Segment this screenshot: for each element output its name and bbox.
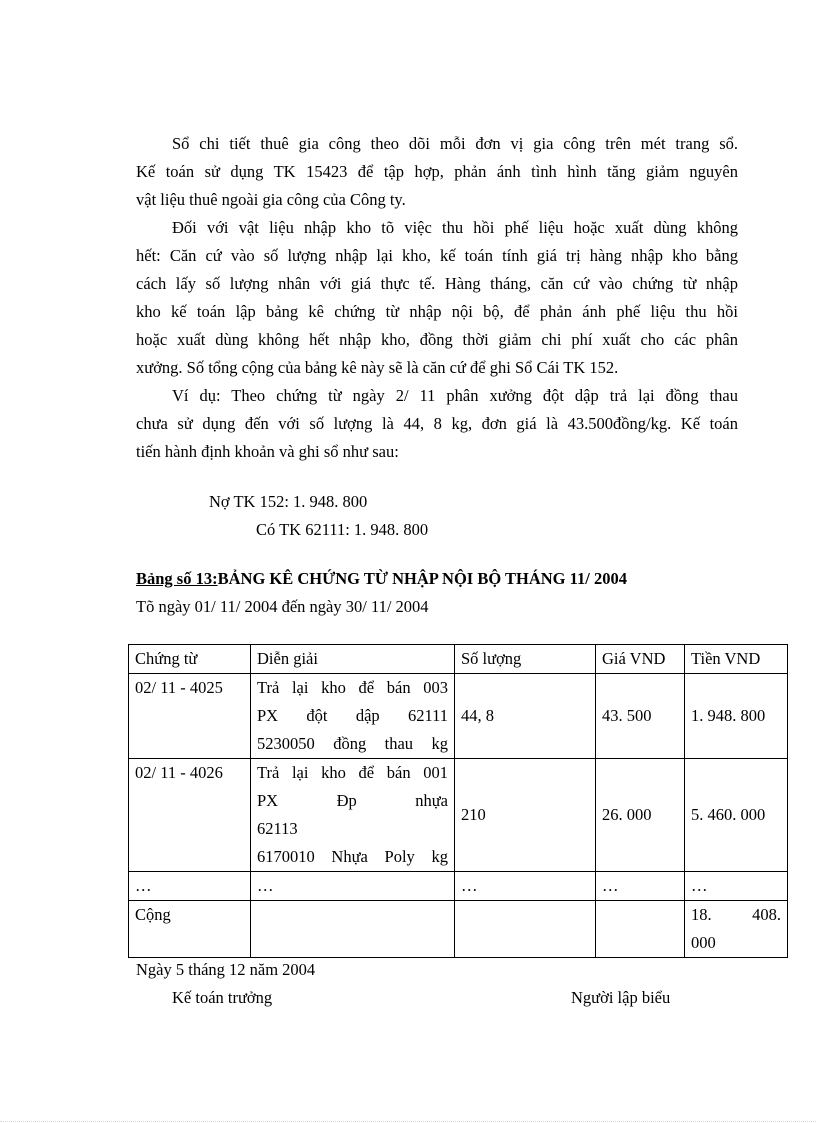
header-description: Diễn giải [251, 645, 455, 674]
journal-entry-credit: Có TK 62111: 1. 948. 800 [256, 520, 429, 539]
paragraph-line: hoặc xuất dùng không hết nhập kho, đồng thời giảm chi phí xuất cho các phân [136, 330, 738, 349]
table-number-label: Bảng số 13: [136, 569, 218, 588]
description-line: Trả lại kho để bán 003 [257, 678, 448, 697]
paragraph-line: xưởng. Số tổng cộng của bảng kê này sẽ là căn cứ để ghi Sổ Cái TK 152. [136, 358, 619, 377]
header-amount: Tiền VND [685, 645, 788, 674]
table-row-ellipsis [129, 872, 788, 901]
description-cell [251, 759, 455, 872]
paragraph-line: cách lấy số lượng nhân với giá thực tế. Hàng tháng, căn cứ vào chứng từ nhập [136, 274, 738, 293]
table-row [129, 674, 788, 759]
internal-receipt-table [128, 644, 788, 958]
voucher-cell: 02/ 11 - 4025 [129, 674, 251, 759]
total-amount-line: 18. 408. [691, 905, 781, 924]
table-title-text: BẢNG KÊ CHỨNG TỪ NHẬP NỘI BỘ THÁNG 11/ 2004 [217, 569, 627, 588]
empty-cell [251, 901, 455, 958]
date-range: Tõ ngày 01/ 11/ 2004 đến ngày 30/ 11/ 2004 [136, 597, 429, 616]
paragraph-example [136, 382, 738, 466]
ellipsis-cell: … [455, 872, 596, 901]
total-label: Cộng [129, 901, 251, 958]
paragraph-line: tiến hành định khoản và ghi sổ như sau: [136, 442, 399, 461]
table-header-row [129, 645, 788, 674]
paragraph-subcontract-ledger [136, 130, 738, 214]
empty-cell [596, 901, 685, 958]
description-line: 62113 [257, 819, 298, 838]
description-line: 6170010 Nhựa Poly kg [257, 847, 448, 866]
ellipsis-cell: … [251, 872, 455, 901]
paragraph-line: chưa sử dụng đến với số lượng là 44, 8 kg, đơn giá là 43.500đồng/kg. Kế toán [136, 414, 738, 433]
empty-cell [455, 901, 596, 958]
signature-date: Ngày 5 tháng 12 năm 2004 [136, 960, 316, 979]
paragraph-line: Ví dụ: Theo chứng từ ngày 2/ 11 phân xưởng đột dập trả lại đồng thau [172, 386, 738, 405]
page-bottom-rule [0, 1121, 816, 1122]
description-cell [251, 674, 455, 759]
ellipsis-cell: … [129, 872, 251, 901]
table-title [136, 565, 627, 593]
header-price: Giá VND [596, 645, 685, 674]
description-line: PX đột dập 62111 [257, 706, 448, 725]
quantity-cell: 210 [455, 759, 596, 872]
paragraph-line: vật liệu thuê ngoài gia công của Công ty. [136, 190, 406, 209]
preparer-signature: Người lập biểu [571, 988, 671, 1007]
price-cell: 43. 500 [596, 674, 685, 759]
amount-cell: 5. 460. 000 [685, 759, 788, 872]
description-line: Trả lại kho để bán 001 [257, 763, 448, 782]
header-voucher: Chứng từ [129, 645, 251, 674]
ellipsis-cell: … [685, 872, 788, 901]
paragraph-line: hết: Căn cứ vào số lượng nhập lại kho, kế toán tính giá trị hàng nhập kho bằng [136, 246, 738, 265]
paragraph-line: Kế toán sử dụng TK 15423 để tập hợp, phản ánh tình hình tăng giảm nguyên [136, 162, 738, 181]
price-cell: 26. 000 [596, 759, 685, 872]
paragraph-line: Sổ chi tiết thuê gia công theo dõi mỗi đơn vị gia công trên mét trang sổ. [172, 134, 738, 153]
description-line: 5230050 đồng thau kg [257, 734, 448, 753]
chief-accountant-signature: Kế toán trưởng [172, 988, 273, 1007]
ellipsis-cell: … [596, 872, 685, 901]
description-line: PX Đp nhựa [257, 791, 448, 810]
voucher-cell: 02/ 11 - 4026 [129, 759, 251, 872]
quantity-cell: 44, 8 [455, 674, 596, 759]
total-amount [685, 901, 788, 958]
total-amount-line: 000 [691, 933, 716, 952]
table-total-row [129, 901, 788, 958]
table-row [129, 759, 788, 872]
amount-cell: 1. 948. 800 [685, 674, 788, 759]
header-quantity: Số lượng [455, 645, 596, 674]
paragraph-line: Đối với vật liệu nhập kho tõ việc thu hồi phế liệu hoặc xuất dùng không [172, 218, 738, 237]
paragraph-line: kho kế toán lập bảng kê chứng từ nhập nội bộ, để phản ánh phế liệu thu hồi [136, 302, 738, 321]
paragraph-scrap-materials [136, 214, 738, 382]
journal-entry-debit: Nợ TK 152: 1. 948. 800 [209, 492, 368, 511]
